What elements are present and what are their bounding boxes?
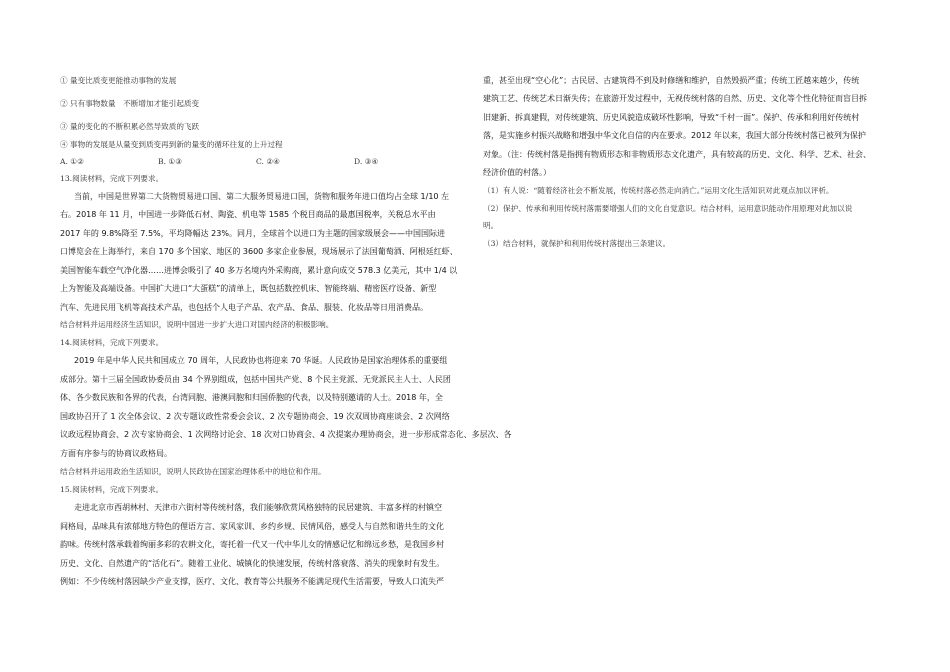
q15-task-2: （2）保护、传承和利用传统村落需要增强人们的文化自觉意识。结合材料，运用意识能动作用原理对此加以说 [483, 204, 853, 213]
q12-option-2: ② 只有事物数量 不断增加才能引起质变 [60, 99, 200, 108]
q14-heading: 14.阅读材料，完成下列要求。 [60, 338, 164, 347]
q15-cont-line-3: 旧建新、拆真建假，对传统建筑、历史风貌造成破坏性影响，导致“千村一面”。保护、传承和利用好传统村 [483, 113, 860, 122]
q13-line-7: 汽车、先进民用飞机等高技术产品，也包括个人电子产品、农产品、食品、服装、化妆品等日用消费品。 [60, 303, 428, 312]
choice-b: B. ①③ [158, 157, 183, 166]
q15-cont-line-2: 建筑工艺、传统艺术日渐失传；在旅游开发过程中，无视传统村落的自然、历史、文化等个性化特征而盲目拆 [483, 94, 867, 103]
q13-line-5: 美国智能车载空气净化器……进博会吸引了 40 多万名境内外采购商，累计意向成交 578.3 亿美元，其中 1/4 以 [60, 266, 458, 275]
q15-heading: 15.阅读材料，完成下列要求。 [60, 485, 164, 494]
q14-line-4: 国政协召开了 1 次全体会议、2 次专题议政性常委会会议、2 次专题协商会、19 次双周协商座谈会、2 次网络 [60, 412, 450, 421]
choice-c: C. ②④ [256, 157, 280, 166]
choice-d: D. ③④ [354, 157, 379, 166]
q12-option-3: ③ 量的变化的不断积累必然导致质的飞跃 [60, 122, 200, 131]
q14-line-6: 方面有序参与的协商议政格局。 [60, 449, 172, 458]
q13-line-4: 口博览会在上海举行，来自 170 多个国家、地区的 3600 多家企业参展，现场展示了法国葡萄酒、阿根廷红虾、 [60, 247, 458, 256]
q13-line-1: 当前，中国是世界第二大货物贸易进口国、第二大服务贸易进口国，货物和服务年进口值均占全球 1/10 左 [74, 192, 450, 201]
q15-cont-line-4: 落，是实施乡村振兴战略和增强中华文化自信的内在要求。2012 年以来，我国大部分传统村落已被列为保护 [483, 131, 866, 140]
q14-question: 结合材料并运用政治生活知识，说明人民政协在国家治理体系中的地位和作用。 [60, 467, 326, 476]
q15-task-1: （1）有人说：“随着经济社会不断发展，传统村落必然走向消亡。”运用文化生活知识对此观点加以评析。 [483, 186, 834, 195]
q14-line-5: 议政远程协商会、2 次专家协商会、1 次网络讨论会、18 次对口协商会、4 次提案办理协商会，进一步形成常态化、多层次、各 [60, 430, 512, 439]
q12-choices [60, 157, 378, 167]
q15-cont-line-5: 对象。（注：传统村落是指拥有物质形态和非物质形态文化遗产，具有较高的历史、文化、科学、艺术、社会、 [483, 150, 871, 159]
q15-line-1: 走进北京市西胡林村、天津市六街村等传统村落，我们能够欣赏风格独特的民居建筑、丰富多样的村镇空 [74, 503, 442, 512]
choice-a: A. ①② [60, 157, 84, 166]
q15-task-2-cont: 明。 [483, 221, 499, 230]
q15-line-5: 例如：不少传统村落因缺少产业支撑，医疗、文化、教育等公共服务不能满足现代生活需要，导致人口流失严 [60, 577, 444, 586]
q12-option-4: ④ 事物的发展是从量变到质变再到新的量变的循环往复的上升过程 [60, 140, 283, 149]
q12-option-1: ① 量变比质变更能推动事物的发展 [60, 76, 177, 85]
q14-line-1: 2019 年是中华人民共和国成立 70 周年，人民政协也将迎来 70 华诞。人民政协是国家治理体系的重要组 [74, 356, 448, 365]
q15-line-4: 历史、文化、自然遗产的“活化石”。随着工业化、城镇化的快速发展，传统村落衰落、消失的现象时有发生。 [60, 559, 445, 568]
q14-line-3: 体、各少数民族和各界的代表，台湾同胞、港澳同胞和归国侨胞的代表，以及特别邀请的人士。2018 年，全 [60, 393, 443, 402]
q15-cont-line-1: 重，甚至出现“空心化”；古民居、古建筑得不到及时修缮和维护，自然毁损严重；传统工匠越来越少，传统 [483, 76, 860, 85]
q13-line-2: 右。2018 年 11 月，中国进一步降低石材、陶瓷、机电等 1585 个税目商品的最惠国税率，关税总水平由 [60, 210, 436, 219]
q15-line-2: 间格局，品味具有浓郁地方特色的俚语方言、家风家训、乡约乡规、民情风俗，感受人与自然和谐共生的文化 [60, 522, 444, 531]
q13-question: 结合材料并运用经济生活知识，说明中国进一步扩大进口对国内经济的积极影响。 [60, 320, 334, 329]
q13-line-6: 上为智能及高端设备。中国扩大进口“大蛋糕”的清单上，既包括数控机床、智能终端、精密医疗设备、新型 [60, 284, 437, 293]
q13-heading: 13.阅读材料，完成下列要求。 [60, 174, 164, 183]
q15-line-3: 韵味。传统村落承载着绚丽多彩的农耕文化，寄托着一代又一代中华儿女的情感记忆和绵远乡愁，是我国乡村 [60, 540, 444, 549]
q15-cont-line-6: 经济价值的村落。） [483, 168, 551, 177]
q14-line-2: 成部分。第十三届全国政协委员由 34 个界别组成，包括中国共产党、8 个民主党派、无党派民主人士、人民团 [60, 375, 451, 384]
q15-task-3: （3）结合材料，就保护和利用传统村落提出三条建议。 [483, 239, 671, 248]
q13-line-3: 2017 年的 9.8%降至 7.5%，平均降幅达 23%。同月，全球首个以进口为主题的国家级展会——中国国际进 [60, 229, 445, 238]
